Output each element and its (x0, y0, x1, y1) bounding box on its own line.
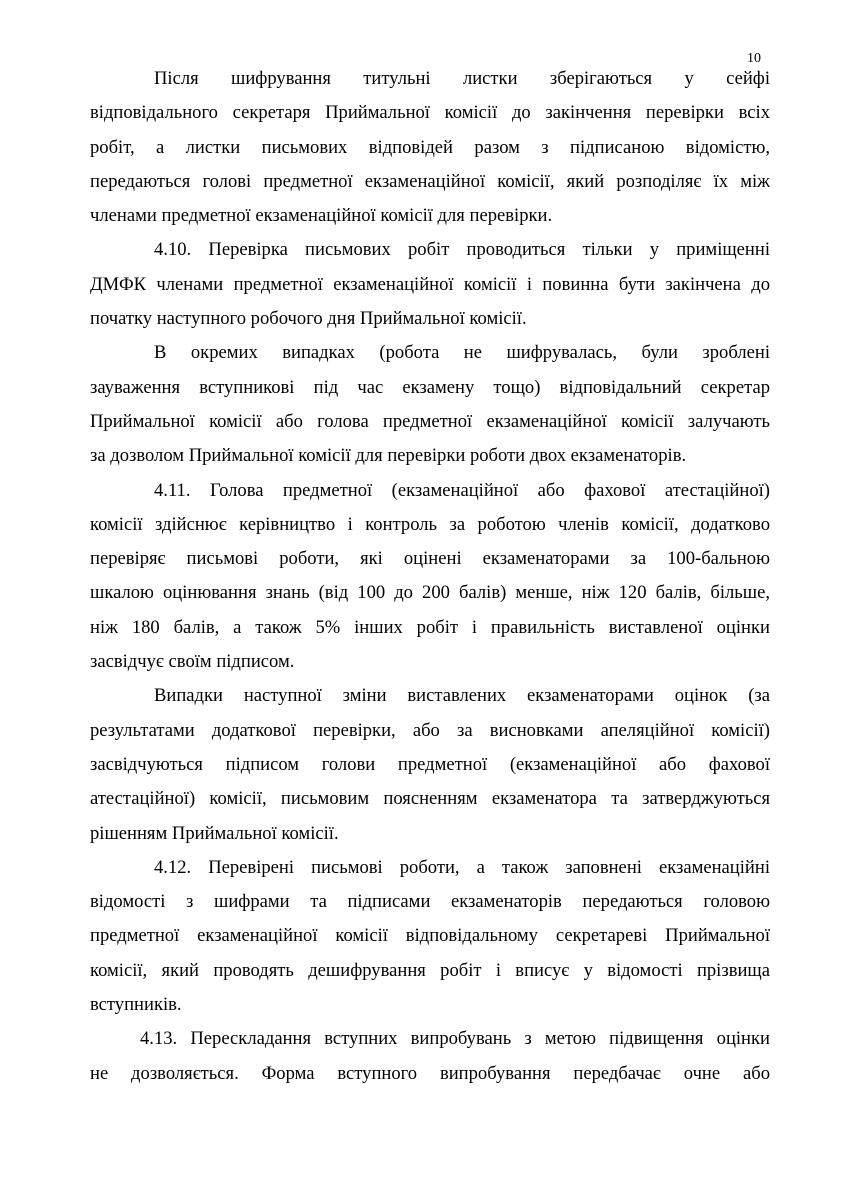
document-body (90, 62, 770, 1091)
text-line-content: перевіряє письмові роботи, які оцінені екзаменаторами за 100-бальною (90, 548, 770, 570)
text-line-content: вступників. (90, 994, 182, 1016)
text-line-content: 4.11. Голова предметної (екзаменаційної або фахової атестаційної) (154, 479, 770, 501)
text-line (90, 474, 770, 508)
text-line (90, 131, 770, 165)
text-line-content: засвідчує своїм підписом. (90, 651, 295, 673)
text-line (90, 782, 770, 816)
text-line (90, 645, 770, 679)
text-line-content: комісії, який проводять дешифрування робіт і вписує у відомості прізвища (90, 959, 770, 981)
text-line (90, 851, 770, 885)
text-line-content: результатами додаткової перевірки, або за висновками апеляційної комісії) (90, 719, 770, 741)
text-line-content: 4.10. Перевірка письмових робіт проводиться тільки у приміщенні (154, 239, 770, 261)
text-line (90, 885, 770, 919)
text-line (90, 817, 770, 851)
text-line (90, 714, 770, 748)
text-line (90, 1022, 770, 1056)
page-number: 10 (747, 51, 761, 66)
text-line-content: ДМФК членами предметної екзаменаційної комісії і повинна бути закінчена до (90, 273, 770, 295)
text-line-content: шкалою оцінювання знань (від 100 до 200 балів) менше, ніж 120 балів, більше, (90, 582, 770, 604)
text-line-content: предметної екзаменаційної комісії відповідальному секретареві Приймальної (90, 925, 770, 947)
text-line-content: робіт, а листки письмових відповідей разом з підписаною відомістю, (90, 136, 770, 158)
text-line-content: членами предметної екзаменаційної комісії для перевірки. (90, 205, 553, 227)
text-line (90, 199, 770, 233)
text-line-content: не дозволяється. Форма вступного випробування передбачає очне або (90, 1062, 770, 1084)
text-line-content: комісії здійснює керівництво і контроль за роботою членів комісії, додатково (90, 513, 770, 535)
text-line-content: зауваження вступникові під час екзамену тощо) відповідальний секретар (90, 376, 770, 398)
text-line (90, 405, 770, 439)
text-line-content: В окремих випадках (робота не шифрувалась, були зроблені (154, 342, 770, 364)
text-line-content: Після шифрування титульні листки зберігаються у сейфі (154, 68, 770, 89)
text-line (90, 954, 770, 988)
text-line (90, 302, 770, 336)
text-line-content: початку наступного робочого дня Приймальної комісії. (90, 308, 527, 330)
text-line (90, 62, 770, 96)
text-line (90, 96, 770, 130)
text-line (90, 988, 770, 1022)
text-line (90, 679, 770, 713)
text-line (90, 371, 770, 405)
text-line (90, 165, 770, 199)
text-line-content: атестаційної) комісії, письмовим поясненням екзаменатора та затверджуються (90, 788, 770, 810)
text-line-content: Випадки наступної зміни виставлених екзаменаторами оцінок (за (154, 685, 770, 707)
text-line-content: 4.12. Перевірені письмові роботи, а також заповнені екзаменаційні (154, 856, 770, 878)
text-line-content: за дозволом Приймальної комісії для перевірки роботи двох екзаменаторів. (90, 445, 687, 467)
text-line-content: ніж 180 балів, а також 5% інших робіт і правильність виставленої оцінки (90, 616, 770, 638)
text-line-content: 4.13. Перескладання вступних випробувань з метою підвищення оцінки (140, 1028, 770, 1050)
text-line (90, 748, 770, 782)
text-line-content: відомості з шифрами та підписами екзаменаторів передаються головою (90, 891, 770, 913)
text-line (90, 439, 770, 473)
text-line (90, 268, 770, 302)
text-line (90, 1057, 770, 1091)
text-line (90, 576, 770, 610)
text-line (90, 508, 770, 542)
text-line (90, 919, 770, 953)
text-line (90, 233, 770, 267)
text-line (90, 611, 770, 645)
text-line-content: рішенням Приймальної комісії. (90, 822, 339, 844)
text-line (90, 336, 770, 370)
text-line-content: засвідчуються підписом голови предметної (екзаменаційної або фахової (90, 753, 770, 775)
text-line-content: передаються голові предметної екзаменаційної комісії, який розподіляє їх між (90, 170, 770, 192)
text-line-content: Приймальної комісії або голова предметної екзаменаційної комісії залучають (90, 410, 770, 432)
text-line-content: відповідального секретаря Приймальної комісії до закінчення перевірки всіх (90, 102, 770, 124)
text-line (90, 542, 770, 576)
